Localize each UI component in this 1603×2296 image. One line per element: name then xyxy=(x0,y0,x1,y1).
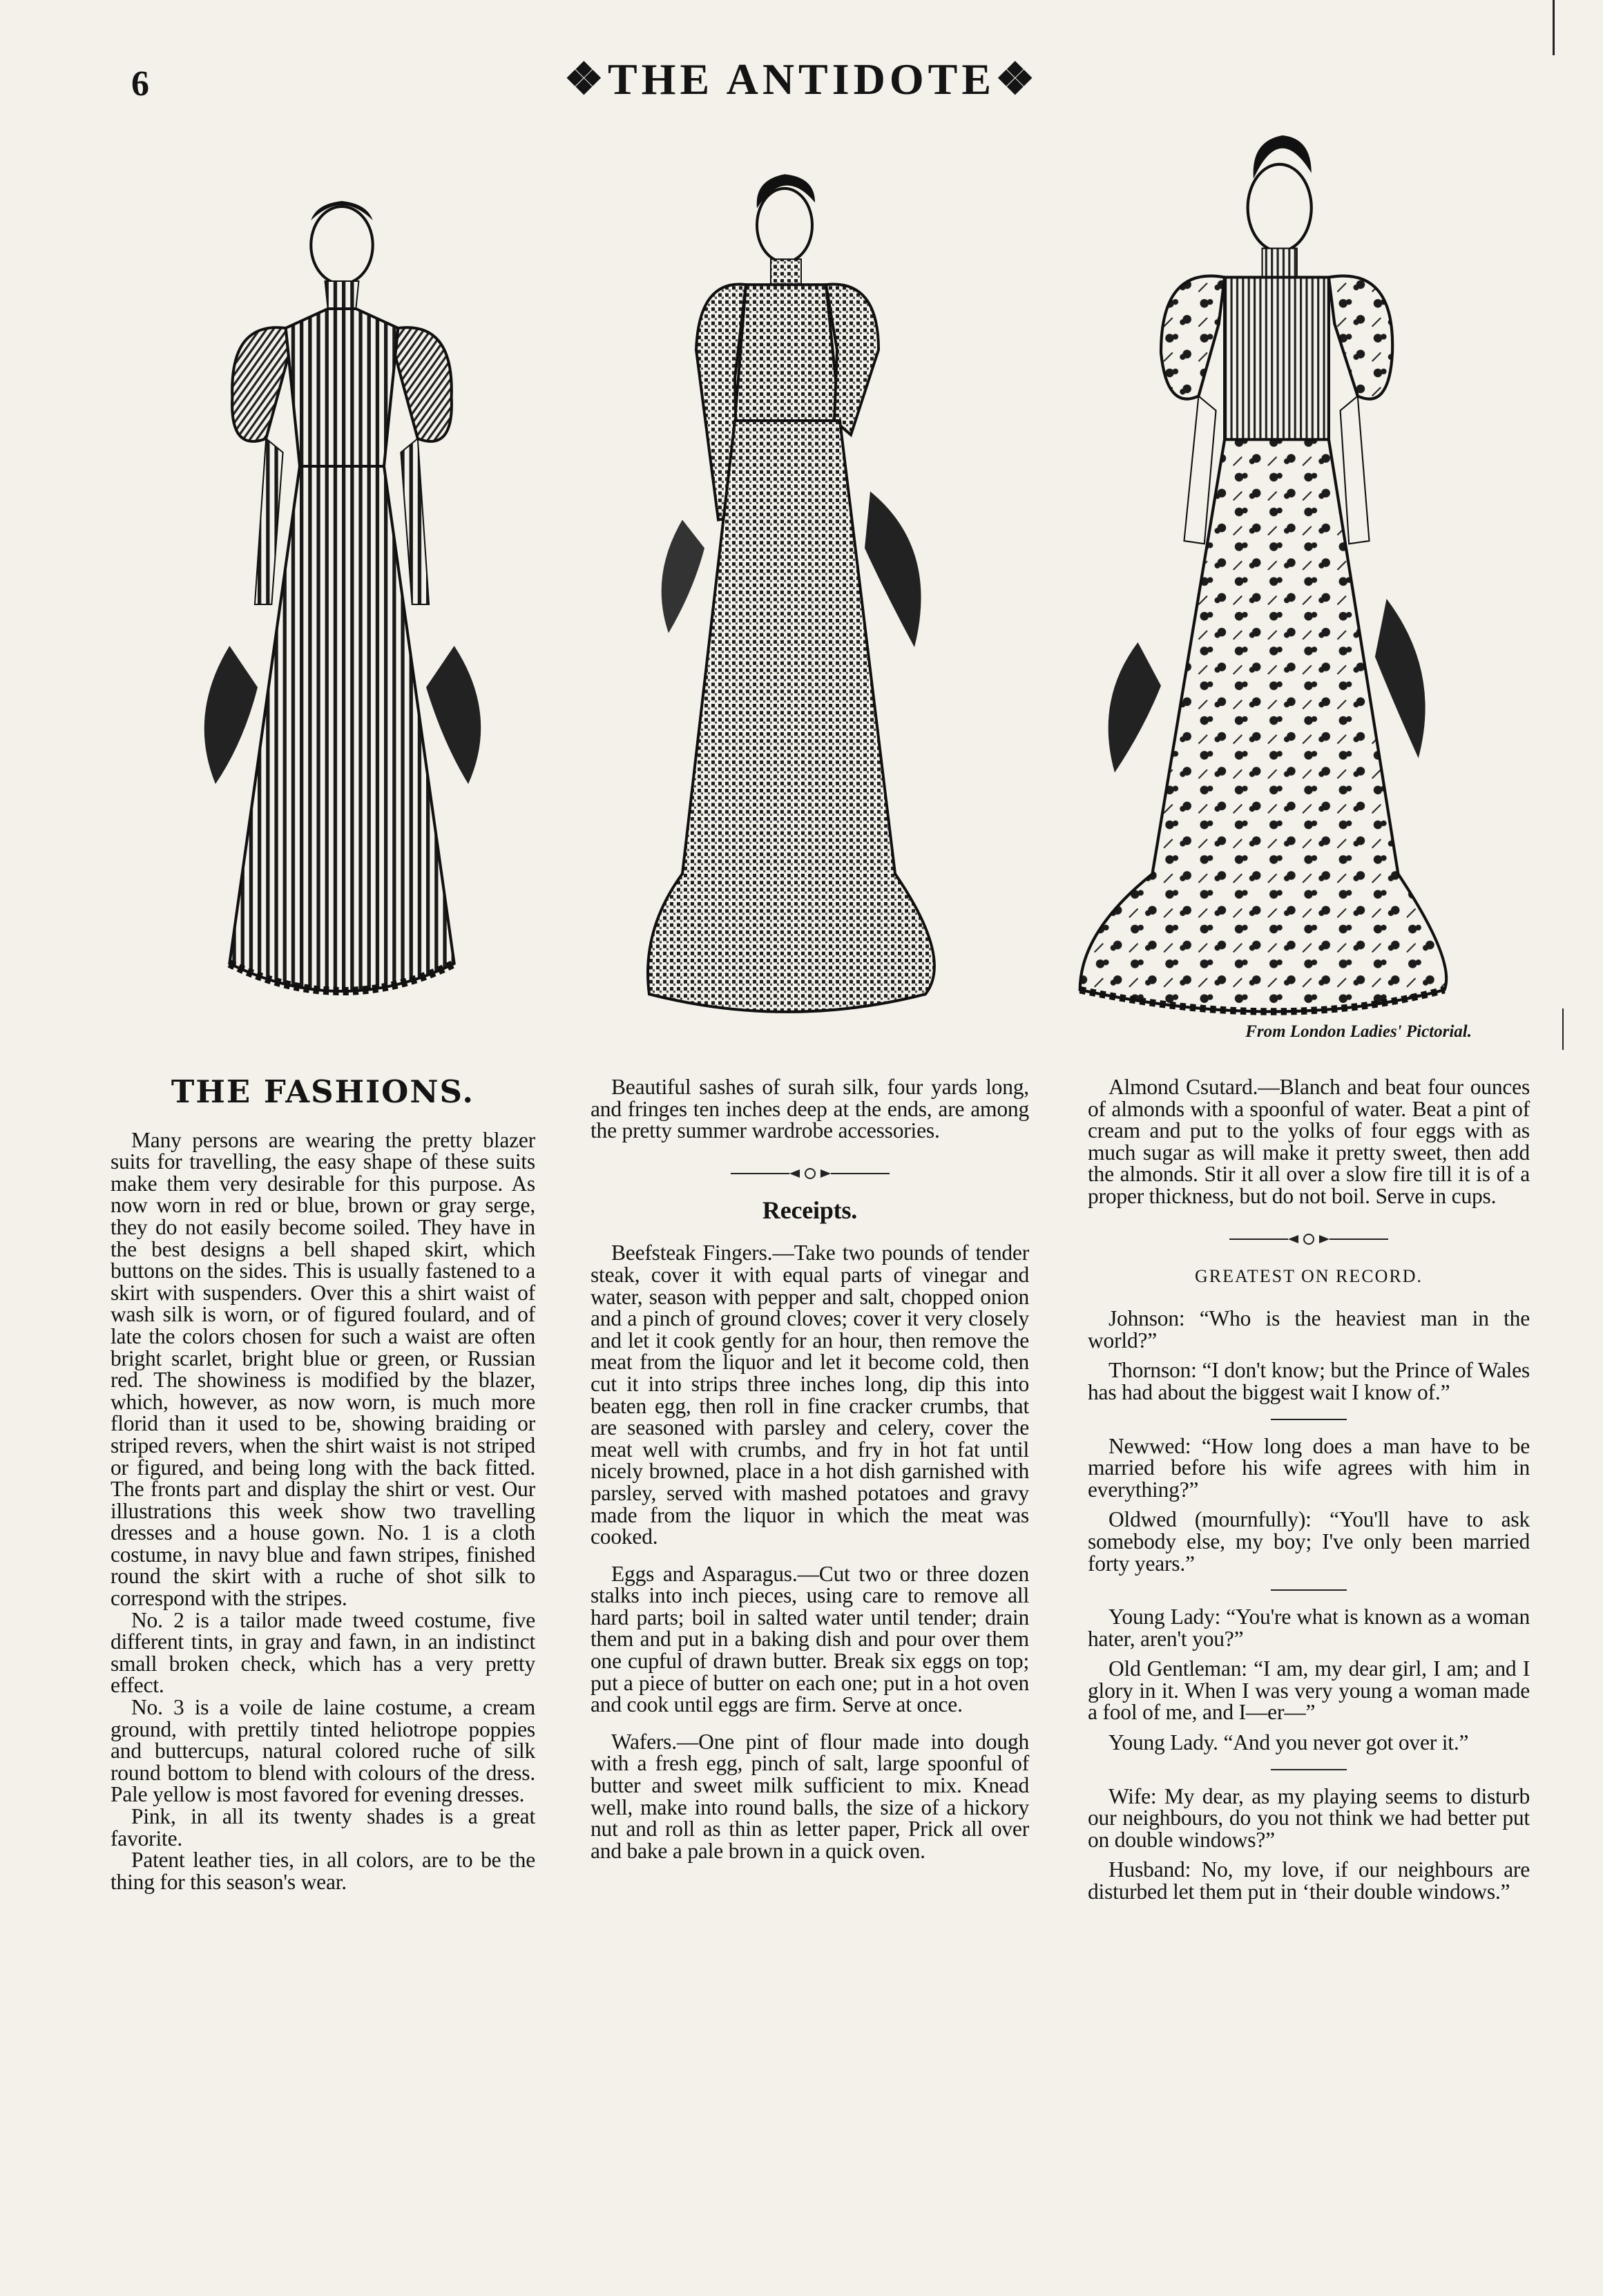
fashions-paragraph: No. 3 is a voile de laine costume, a cream ground, with prettily tinted heliotrope poppies and buttercups, natural colored ruche of silk round bottom to blend with colours of the dress. Pale yellow is most favored for evening dresses. xyxy=(111,1695,535,1807)
joke-block xyxy=(1088,1783,1530,1904)
recipe-paragraph: Almond Csutard.—Blanch and beat four ounces of almonds with a spoonful of water. Beat a pint of cream and put to the yolks of four eggs with as much sugar as will make it pretty sweet, then add the almonds. Stir it all over a slow fire till it is of a proper thickness, but do not boil. Serve in cups. xyxy=(1088,1075,1530,1208)
fashion-figure-striped-dress xyxy=(131,190,553,1019)
joke-line: Young Lady. “And you never got over it.” xyxy=(1108,1730,1469,1755)
column-receipts xyxy=(591,1076,1029,1862)
separator-rule xyxy=(1271,1589,1347,1591)
fashion-figure-tweed-dress xyxy=(608,166,967,1015)
sashes-paragraph: Beautiful sashes of surah silk, four yards long, and fringes ten inches deep at the ends, are among the pretty summer wardrobe accessories. xyxy=(591,1075,1029,1143)
separator-rule xyxy=(1271,1769,1347,1770)
fashions-heading: THE FASHIONS. xyxy=(171,1073,475,1110)
joke-line: Oldwed (mournfully): “You'll have to ask somebody else, my boy; I've only been married forty years.” xyxy=(1088,1507,1530,1576)
fashion-figure-house-gown xyxy=(1022,121,1485,1019)
joke-line: Wife: My dear, as my playing seems to disturb our neighbours, do you not think we had better put on double windows?” xyxy=(1088,1783,1530,1852)
joke-line: Young Lady: “You're what is known as a woman hater, aren't you?” xyxy=(1088,1605,1530,1651)
illustration-credit: From London Ladies' Pictorial. xyxy=(1245,1022,1472,1041)
recipe-paragraph: Wafers.—One pint of flour made into dough with a fresh egg, pinch of salt, large spoonful of butter and sweet milk sufficient to mix. Knead well, make into round balls, the size of a hickory nut and roll as thin as letter paper, Prick all over and bake a pale brown in a quick oven. xyxy=(591,1729,1029,1863)
joke-line: Newwed: “How long does a man have to be married before his wife agrees with him in everything?” xyxy=(1088,1433,1530,1502)
separator-rule xyxy=(1271,1419,1347,1420)
recipe-paragraph: Beefsteak Fingers.—Take two pounds of tender steak, cover it with equal parts of vinegar and water, season with pepper and salt, chopped onion and a pinch of ground cloves; cover it very closely and let it cook gently for an hour, then remove the meat from the liquor and let it become cold, then cut it into strips three inches long, dip this into beaten egg, then roll in fine cracker crumbs, that are seasoned with parsley and celery, cover the meat well with crumbs, and fry in hot fat until nicely browned, place in a hot dish garnished with parsley, served with mashed potatoes and gravy made from the liquor in which the meat was cooked. xyxy=(591,1241,1029,1549)
column-greatest-on-record xyxy=(1088,1076,1530,1911)
fashions-paragraph: Patent leather ties, in all colors, are to be the thing for this season's wear. xyxy=(111,1848,535,1894)
page-number: 6 xyxy=(131,64,149,104)
fashions-paragraph: Many persons are wearing the pretty blazer suits for travelling, the easy shape of these suits make them very desirable for this purpose. As now worn in red or blue, brown or gray serge, they do not easily become soiled. They have in the best designs a bell shaped skirt, which buttons on the sides. This is usually fastened to a skirt with suspenders. Over this a shirt waist of wash silk is worn, or of figured foulard, and of late the colors chosen for such a waist are often bright scarlet, bright blue or green, or Russian red. The showiness is modified by the blazer, which, however, as now worn, is much more florid than it used to be, showing braiding or striped revers, when the shirt waist is not striped or figured, and being long with the back fitted. The fronts part and display the shirt or vest. Our illustrations this week show two travelling dresses and a house gown. No. 1 is a cloth costume, in navy blue and fawn stripes, finished round the skirt with a ruche of shot silk to correspond with the stripes. xyxy=(111,1127,535,1611)
joke-line: Thornson: “I don't know; but the Prince of Wales has had about the biggest wait I know of.” xyxy=(1088,1358,1530,1404)
ornament-divider xyxy=(731,1167,890,1180)
page-edge-line xyxy=(1562,1008,1564,1050)
recipe-paragraph: Eggs and Asparagus.—Cut two or three dozen stalks into inch pieces, using care to remove all hard parts; boil in salted water until tender; drain them and put in a baking dish and pour over them one cupful of drawn butter. Break six eggs on top; put a piece of butter on each one; put in a hot oven and cook until eggs are firm. Serve at once. xyxy=(591,1561,1029,1717)
receipts-heading: Receipts. xyxy=(762,1196,858,1224)
joke-line: Johnson: “Who is the heaviest man in the world?” xyxy=(1088,1306,1530,1352)
fashions-paragraph: Pink, in all its twenty shades is a great favorite. xyxy=(111,1804,535,1850)
joke-block xyxy=(1088,1308,1530,1403)
joke-line: Old Gentleman: “I am, my dear girl, I am; and I glory in it. When I was very young a woman made a fool of me, and I—er—” xyxy=(1088,1656,1530,1725)
joke-block xyxy=(1088,1435,1530,1575)
greatest-heading: GREATEST ON RECORD. xyxy=(1194,1265,1423,1286)
page-edge-line xyxy=(1553,0,1555,55)
fashions-paragraph: No. 2 is a tailor made tweed costume, five different tints, in gray and fawn, in an indistinct small broken check, which has a very pretty effect. xyxy=(111,1607,535,1698)
masthead-title: ❖THE ANTIDOTE❖ xyxy=(564,55,1039,104)
joke-line: Husband: No, my love, if our neighbours are disturbed let them put in ‘their double windows.” xyxy=(1088,1857,1530,1904)
ornament-divider xyxy=(1229,1232,1388,1246)
joke-block xyxy=(1088,1606,1530,1754)
column-fashions xyxy=(111,1074,535,1893)
